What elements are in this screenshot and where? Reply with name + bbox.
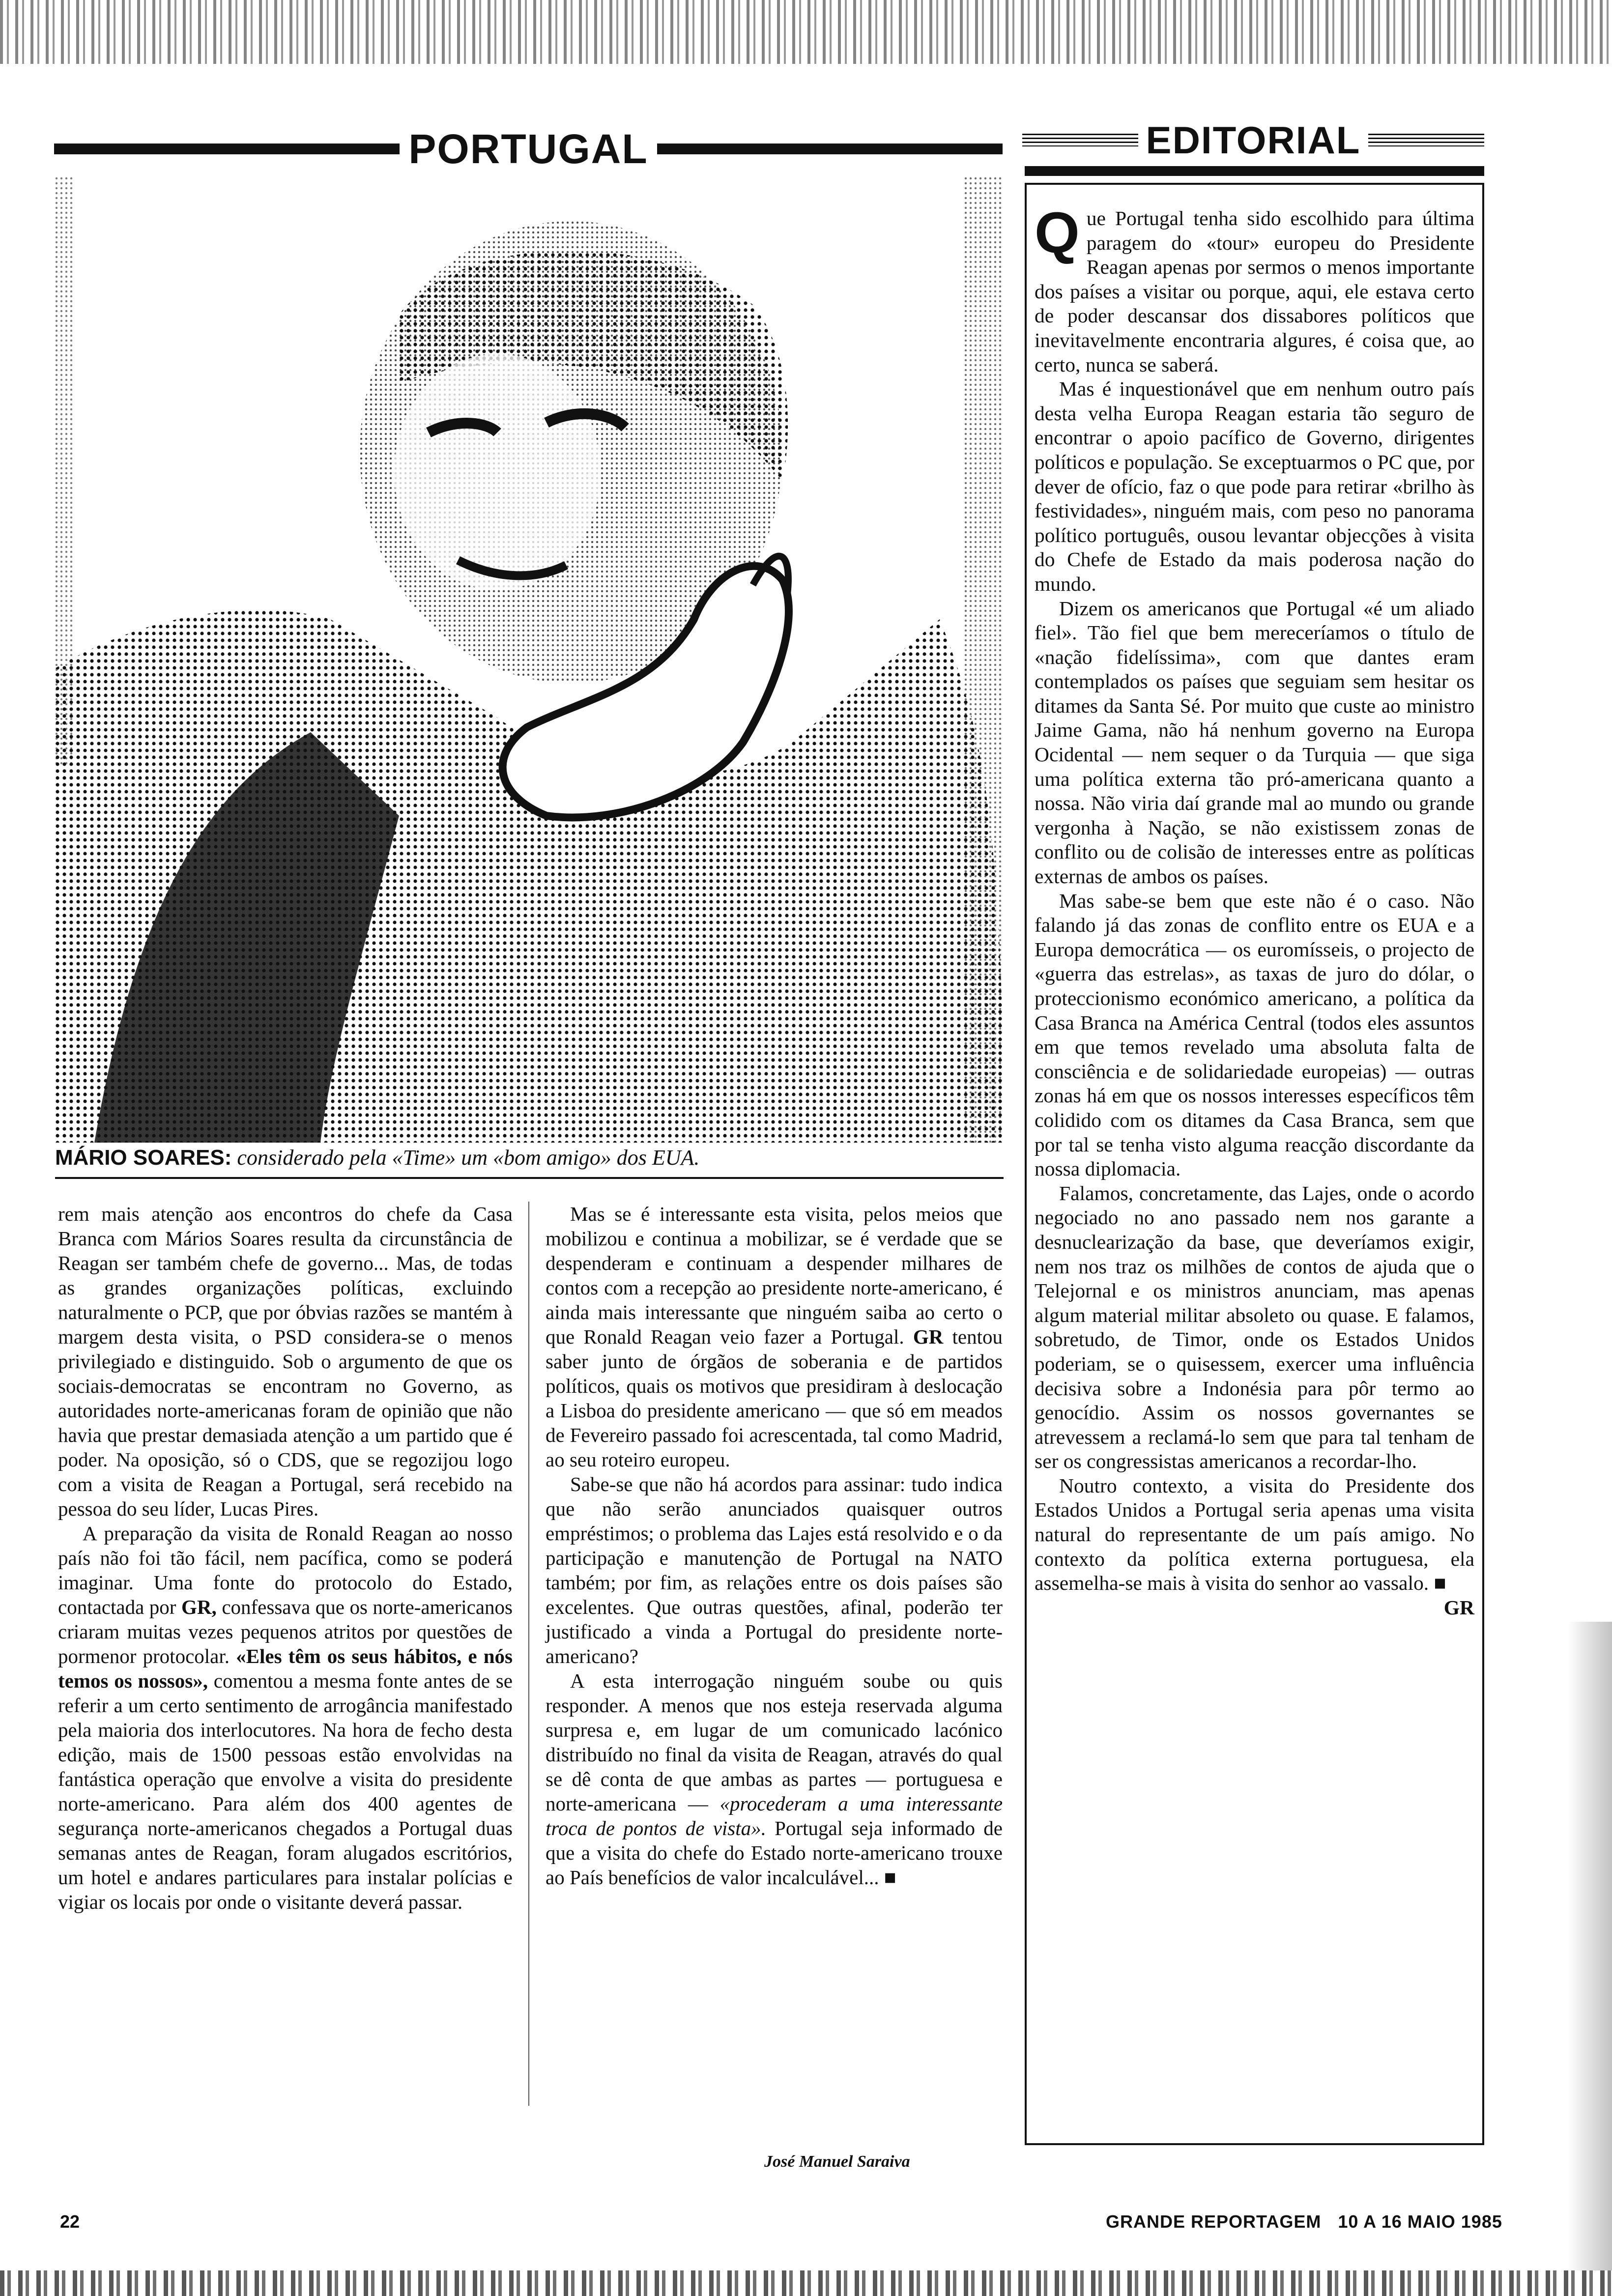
gr-mention: GR, <box>181 1596 217 1618</box>
caption-text: considerado pela «Time» um «bom amigo» dos EUA. <box>237 1146 700 1170</box>
heading-rule-left <box>54 144 400 154</box>
editorial-paragraph: Dizem os americanos que Portugal «é um aliado fiel». Tão fiel que bem mereceríamos o título de «nação fidelíssima», com que dantes eram contemplados os países que seguiam sem hesitar os ditames da Santa Sé. Por muito que custe ao ministro Jaime Gama, não há nenhum governo na Europa Ocidental — nem sequer o da Turquia — que siga uma política externa tão pró-americana quanto a nossa. Não viria daí grande mal ao mundo ou grande vergonha à Nação, se não existissem zonas de conflito ou de colisão de interesses entre as políticas externas de ambos os países. <box>1035 597 1474 888</box>
column-divider <box>528 1202 529 2106</box>
article-paragraph: Sabe-se que não há acordos para assinar: tudo indica que não serão anunciados quaisquer outros empréstimos; o problema das Lajes está resolvido e o da participação e manutenção de Portugal na NATO também; por fim, as relações entre os dois países são excelentes. Que outras questões, afinal, poderão ter justificado a vinda a Portugal do presidente norte-americano? <box>546 1473 1003 1667</box>
editorial-text <box>1035 201 1474 1620</box>
article-paragraph: A esta interrogação ninguém soube ou quis responder. A menos que nos esteja reservada alguma surpresa e, em lugar de um comunicado lacónico distribuído no final da visita de Reagan, através do qual se dê conta de que ambas as partes — portuguesa e norte-americana — «procederam a uma interessante troca de pontos de vista». Portugal seja informado de que a visita do chefe do Estado norte-americano trouxe ao País benefícios de valor incalculável... ■ <box>546 1669 1003 1889</box>
quote-italic: «procederam a uma interessante troca de pontos de vista». <box>546 1792 1003 1839</box>
article-paragraph: Mas se é interessante esta visita, pelos meios que mobilizou e continua a mobilizar, se é verdade que se despenderam e continuam a despender milhares de contos com a recepção ao presidente norte-americano, é ainda mais interessante que ninguém saiba ao certo o que Ronald Reagan veio fazer a Portugal. GR tentou saber junto de órgãos de soberania e de partidos políticos, quais os motivos que presidiram à deslocação a Lisboa do presidente americano — que só em meados de Fevereiro passado foi acrescentada, tal como Madrid, ao seu roteiro europeu. <box>546 1203 1003 1471</box>
editorial-heading-bar <box>1025 166 1484 176</box>
issue-date: 10 A 16 MAIO 1985 <box>1338 2211 1502 2232</box>
caption-name: MÁRIO SOARES: <box>55 1146 232 1170</box>
article-column-right <box>546 1202 1003 1890</box>
article-paragraph: A preparação da visita de Ronald Reagan ao nosso país não foi tão fácil, nem pacífica, como se poderá imaginar. Uma fonte do protocolo do Estado, contactada por GR, confessava que os norte-americanos criaram muitas vezes pequenos atritos por questões de pormenor protocolar. «Eles têm os seus hábitos, e nós temos os nossos», comentou a mesma fonte antes de se referir a um certo sentimento de arrogância manifestado pela maioria dos interlocutores. Na hora de fecho desta edição, mais de 1500 pessoas estão envolvidas na fantástica operação que envolve a visita do presidente norte-americano. Para além dos 400 agentes de segurança norte-americanos chegados a Portugal duas semanas antes de Reagan, foram alugados escritórios, um hotel e andares particulares para instalar polícias e vigiar os locais por onde o visitante deverá passar. <box>58 1522 513 1913</box>
caption-rule <box>55 1177 1004 1179</box>
heading-rule-right <box>1368 134 1484 146</box>
portrait-photo <box>55 177 1004 1143</box>
publication-footer <box>1106 2211 1502 2232</box>
portugal-heading-label: PORTUGAL <box>408 125 648 172</box>
editorial-paragraph: Noutro contexto, a visita do Presidente dos Estados Unidos a Portugal seria apenas uma visita natural do representante de um país amigo. No contexto da política externa portuguesa, ela assemelha-se mais à visita do senhor ao vassalo. ■ GR <box>1035 1474 1474 1596</box>
quote-emphasis: «Eles têm os seus hábitos, e nós temos os nossos», <box>58 1645 513 1692</box>
article-column-left <box>58 1202 513 1914</box>
scan-noise-top <box>0 0 1612 64</box>
gr-mention: GR <box>913 1325 944 1348</box>
editorial-paragraph: Que Portugal tenha sido escolhido para última paragem do «tour» europeu do Presidente Reagan apenas por sermos o menos importante dos países a visitar ou porque, aqui, ele estava certo de poder descansar dos dissabores políticos que inevitavelmente encontraria algures, é coisa que, ao certo, nunca se saberá. <box>1035 201 1474 376</box>
portugal-section-heading <box>54 122 1003 176</box>
page-number: 22 <box>60 2211 80 2232</box>
editorial-heading-label: EDITORIAL <box>1146 118 1361 162</box>
editorial-paragraph: Mas é inquestionável que em nenhum outro país desta velha Europa Reagan estaria tão seguro de encontrar o apoio pacífico de Governo, dirigentes políticos e população. Se exceptuarmos o PC que, por dever de ofício, faz o que pode para retirar «brilho às festividades», ninguém mais, com peso no panorama político português, ousou levantar objecções à visita do Chefe de Estado da mais poderosa nação do mundo. <box>1035 377 1474 595</box>
portrait-photo-graphic <box>55 177 1004 1143</box>
heading-rule-right <box>657 144 1003 154</box>
heading-rule-left <box>1022 134 1138 146</box>
editorial-paragraph: Falamos, concretamente, das Lajes, onde o acordo negociado no ano passado nem nos garante a desnuclearização da base, que deveríamos exigir, nem nos traz os milhões de contos de ajuda que o Telejornal e os ministros anunciam, mas apenas algum material militar absoleto ou quase. E falamos, sobretudo, de Timor, onde os Estados Unidos poderiam, se o quisessem, exercer uma influência decisiva sobre a Indonésia para pôr termo ao genocídio. Assim os nossos governantes se atrevessem a reclamá-lo sem que para tal tenham de ser os congressistas americanos a recordar-lho. <box>1035 1181 1474 1473</box>
editorial-paragraph: Mas sabe-se bem que este não é o caso. Não falando já das zonas de conflito entre os EUA e a Europa democrática — os euromísseis, o projecto de «guerra das estrelas», as taxas de juro do dólar, o proteccionismo económico americano, a política da Casa Branca na América Central (todos eles assuntos em que temos revelado uma absoluta falta de consciência e de solidariedade europeias) — outras zonas há em que os nossos interesses específicos têm colidido com os ditames da Casa Branca, sem que por tal se tenha visto alguma reacção discordante da nossa diplomacia. <box>1035 889 1474 1180</box>
editorial-section-heading <box>1022 113 1484 167</box>
article-paragraph: rem mais atenção aos encontros do chefe da Casa Branca com Mários Soares resulta da circunstância de Reagan ser também chefe de governo... Mas, de todas as grandes organizações políticas, excluindo naturalmente o PCP, que por óbvias razões se mantém à margem desta visita, o PSD considera-se o menos privilegiado e distinguido. Sob o argumento de que os sociais-democratas se encontram no Governo, as autoridades norte-americanas foram de opinião que não havia que prestar demasiada atenção a um partido que é poder. Na oposição, só o CDS, que se regozijou logo com a visita de Reagan a Portugal, será recebido na pessoa do seu líder, Lucas Pires. <box>58 1203 513 1520</box>
editorial-signature: GR <box>1443 1596 1474 1619</box>
editorial-dropcap: Q <box>1035 201 1080 265</box>
publication-name: GRANDE REPORTAGEM <box>1106 2211 1322 2232</box>
scan-noise-bottom <box>0 2270 1612 2296</box>
article-signature: José Manuel Saraiva <box>764 2152 910 2171</box>
scan-shadow-edge <box>1568 1622 1612 2270</box>
photo-caption <box>55 1145 1004 1170</box>
